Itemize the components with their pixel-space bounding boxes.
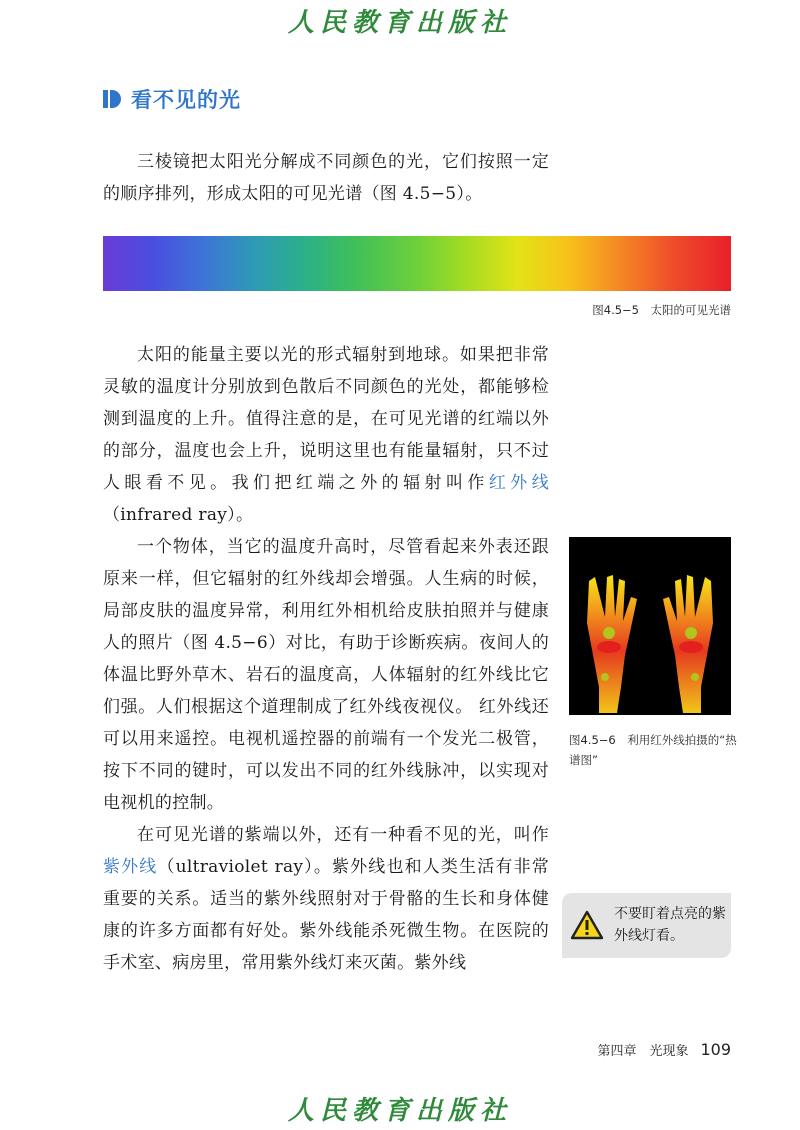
section-title: 看不见的光 (131, 88, 241, 112)
term-ultraviolet: 紫外线 (103, 857, 158, 877)
paragraph-infrared-tail: （infrared ray）。 (103, 505, 254, 525)
thermal-image (569, 537, 731, 715)
paragraph-infrared-uses: 一个物体，当它的温度升高时，尽管看起来外表还跟原来一样，但它辐射的红外线却会增强。人生病的时候，局部皮肤的温度异常，利用红外相机给皮肤拍照并与健康人的照片（图 4.5−6）对比，有助于诊断疾病。夜间人的体温比野外草木、岩石的温度高，人体辐射的红外线比它们强。人们根据这个道理制成了红外线夜视仪。 红外线还可以用来遥控。电视机遥控器的前端有一个发光二极管，按下不同的键时，可以发出不同的红外线脉冲，以实现对电视机的控制。 (103, 537, 549, 813)
page-footer (520, 1040, 731, 1059)
paragraph-infrared (103, 339, 549, 531)
warning-triangle-icon (570, 910, 604, 944)
warning-note (562, 893, 731, 958)
chapter-label: 第四章 光现象 (597, 1044, 689, 1059)
section-heading (103, 84, 241, 114)
visible-spectrum-image (103, 236, 731, 291)
spectrum-caption: 图4.5−5 太阳的可见光谱 (592, 303, 731, 317)
warning-text: 不要盯着点亮的紫外线灯看。 (614, 906, 726, 944)
paragraph-spectrum-intro: 三棱镜把太阳光分解成不同颜色的光，它们按照一定的顺序排列，形成太阳的可见光谱（图 4.5−5）。 (103, 152, 549, 204)
paragraph-infrared-text: 太阳的能量主要以光的形式辐射到地球。如果把非常灵敏的温度计分别放到色散后不同颜色的光处，都能够检测到温度的上升。值得注意的是，在可见光谱的红端以外的部分，温度也会上升，说明这里也有能量辐射，只不过人眼看不见。我们把红端之外的辐射叫作 (103, 345, 549, 493)
term-infrared: 红外线 (488, 473, 549, 493)
thermal-caption: 图4.5−6 利用红外线拍摄的“热谱图” (569, 733, 737, 767)
page-number: 109 (700, 1040, 731, 1059)
section-marker-icon (103, 90, 121, 108)
paragraph-ultraviolet-tail: （ultraviolet ray）。紫外线也和人类生活有非常重要的关系。适当的紫外线照射对于骨骼的生长和身体健康的许多方面都有好处。紫外线能杀死微生物。在医院的手术室、病房里，常用紫外线灯来灭菌。紫外线 (103, 857, 549, 973)
paragraph-ultraviolet (103, 819, 549, 979)
publisher-logo-bottom: 人民教育出版社 (287, 1096, 512, 1126)
publisher-logo-top: 人民教育出版社 (287, 8, 512, 38)
paragraph-ultraviolet-text: 在可见光谱的紫端以外，还有一种看不见的光，叫作 (137, 825, 549, 845)
